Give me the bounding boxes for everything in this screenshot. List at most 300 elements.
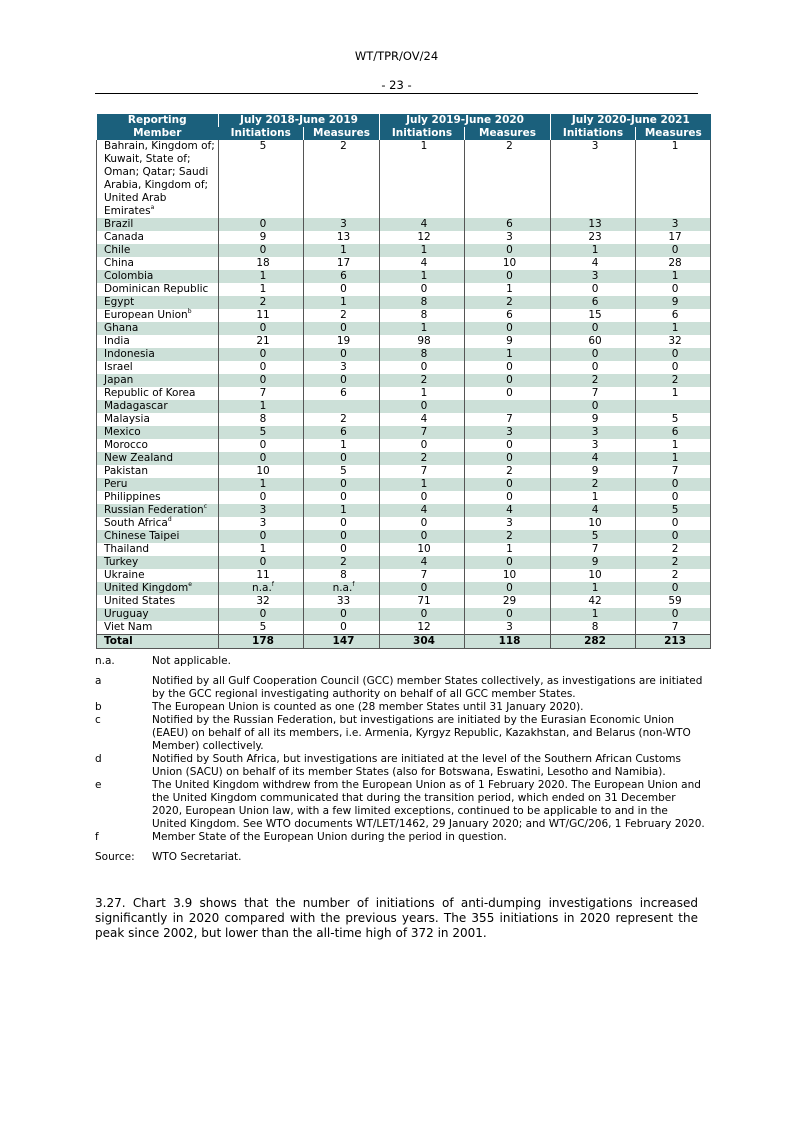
value-cell: 1 — [304, 296, 380, 309]
value-cell: 10 — [380, 543, 465, 556]
value-cell: 3 — [219, 517, 304, 530]
value-cell: 1 — [304, 244, 380, 257]
header-measures: Measures — [304, 127, 380, 140]
value-cell: 4 — [551, 257, 636, 270]
table-row — [97, 218, 711, 231]
table-row — [97, 595, 711, 608]
value-cell: n.a.$^f$ — [304, 582, 380, 595]
value-cell: 1 — [380, 478, 465, 491]
value-cell: 4 — [465, 504, 551, 517]
note-item — [95, 753, 705, 779]
value-cell: 2 — [465, 296, 551, 309]
value-cell: 5 — [219, 426, 304, 439]
header-initiations: Initiations — [551, 127, 636, 140]
value-cell: 0 — [465, 491, 551, 504]
table-row — [97, 621, 711, 635]
table-row — [97, 244, 711, 257]
header-period-2: July 2019-June 2020 — [380, 114, 551, 127]
note-text: The United Kingdom withdrew from the European Union as of 1 February 2020. The European Union and the United Kingdom communicated that during the transition period, which ended on 31 December 2020, European Union law, with a few limited exceptions, continued to be applicable to and in the United Kingdom. See WTO documents WT/LET/1462, 29 January 2020; and WT/GC/206, 1 February 2020. — [152, 779, 705, 830]
table-row — [97, 413, 711, 426]
value-cell — [636, 400, 711, 413]
value-cell: 6 — [636, 309, 711, 322]
value-cell: 4 — [551, 452, 636, 465]
member-name: India — [97, 335, 219, 348]
table-row — [97, 439, 711, 452]
value-cell: 3 — [636, 218, 711, 231]
value-cell: 7 — [551, 387, 636, 400]
value-cell: 6 — [304, 426, 380, 439]
value-cell: 4 — [380, 413, 465, 426]
member-name: Madagascar — [97, 400, 219, 413]
value-cell: 0 — [551, 283, 636, 296]
header-measures: Measures — [465, 127, 551, 140]
value-cell: 0 — [219, 361, 304, 374]
table-row — [97, 374, 711, 387]
value-cell: 2 — [551, 478, 636, 491]
value-cell: 1 — [380, 244, 465, 257]
member-name: Viet Nam — [97, 621, 219, 635]
table-row — [97, 517, 711, 530]
value-cell — [304, 400, 380, 413]
value-cell: 0 — [465, 608, 551, 621]
value-cell: 8 — [219, 413, 304, 426]
value-cell: 1 — [380, 322, 465, 335]
total-value: 213 — [636, 635, 711, 649]
value-cell: 0 — [219, 348, 304, 361]
value-cell: 0 — [465, 270, 551, 283]
value-cell: 2 — [636, 543, 711, 556]
table-row — [97, 257, 711, 270]
table-row — [97, 348, 711, 361]
value-cell: 1 — [551, 582, 636, 595]
value-cell: 6 — [551, 296, 636, 309]
value-cell: 0 — [219, 244, 304, 257]
member-name: Peru — [97, 478, 219, 491]
value-cell: 0 — [380, 517, 465, 530]
member-name: Mexico — [97, 426, 219, 439]
value-cell: 0 — [304, 608, 380, 621]
value-cell: 0 — [465, 361, 551, 374]
member-name: Dominican Republic — [97, 283, 219, 296]
table-row — [97, 543, 711, 556]
value-cell: 0 — [465, 374, 551, 387]
value-cell: 0 — [636, 283, 711, 296]
total-value: 118 — [465, 635, 551, 649]
value-cell: 0 — [465, 478, 551, 491]
footnote-marker: b — [187, 308, 192, 315]
value-cell: 0 — [636, 244, 711, 257]
value-cell: 10 — [219, 465, 304, 478]
value-cell: 1 — [465, 543, 551, 556]
total-value: 178 — [219, 635, 304, 649]
value-cell: 4 — [380, 504, 465, 517]
note-item — [95, 851, 705, 864]
table-row — [97, 309, 711, 322]
value-cell: 6 — [304, 270, 380, 283]
note-key: f — [95, 831, 99, 843]
value-cell: 0 — [380, 530, 465, 543]
page-number: - 23 - — [381, 78, 412, 92]
value-cell: 10 — [465, 569, 551, 582]
table-notes — [95, 655, 705, 864]
value-cell: 3 — [551, 140, 636, 218]
value-cell: 7 — [380, 426, 465, 439]
member-name: Egypt — [97, 296, 219, 309]
value-cell: 1 — [636, 387, 711, 400]
value-cell: 3 — [304, 361, 380, 374]
value-cell — [465, 400, 551, 413]
table-row — [97, 387, 711, 400]
member-name: United Kingdom$^e$ — [97, 582, 219, 595]
member-name: New Zealand — [97, 452, 219, 465]
member-name: United States — [97, 595, 219, 608]
value-cell: 0 — [465, 452, 551, 465]
table-row — [97, 322, 711, 335]
value-cell: 8 — [304, 569, 380, 582]
value-cell: 1 — [636, 322, 711, 335]
value-cell: 7 — [465, 413, 551, 426]
table-row — [97, 270, 711, 283]
value-cell: 1 — [219, 283, 304, 296]
footnote-marker: f — [352, 581, 355, 588]
member-name: Pakistan — [97, 465, 219, 478]
value-cell: 0 — [304, 322, 380, 335]
table-body — [97, 140, 711, 649]
member-name: Ukraine — [97, 569, 219, 582]
value-cell: 0 — [551, 361, 636, 374]
value-cell: 4 — [380, 556, 465, 569]
value-cell: 0 — [465, 582, 551, 595]
member-name: Russian Federation$^c$ — [97, 504, 219, 517]
footnote-marker: d — [167, 516, 172, 523]
table-row — [97, 491, 711, 504]
value-cell: 6 — [465, 218, 551, 231]
value-cell: 0 — [636, 517, 711, 530]
value-cell: 0 — [304, 621, 380, 635]
value-cell: 3 — [304, 218, 380, 231]
value-cell: n.a.$^f$ — [219, 582, 304, 595]
value-cell: 11 — [219, 569, 304, 582]
total-row — [97, 635, 711, 649]
value-cell: 2 — [380, 374, 465, 387]
header-initiations: Initiations — [380, 127, 465, 140]
note-item — [95, 831, 705, 844]
value-cell: 1 — [636, 452, 711, 465]
value-cell: 2 — [465, 140, 551, 218]
member-name: Republic of Korea — [97, 387, 219, 400]
value-cell: 5 — [219, 621, 304, 635]
value-cell: 1 — [551, 608, 636, 621]
table-row — [97, 478, 711, 491]
member-name: South Africa$^d$ — [97, 517, 219, 530]
value-cell: 0 — [465, 322, 551, 335]
member-name: European Union$^b$ — [97, 309, 219, 322]
value-cell: 3 — [465, 231, 551, 244]
member-name: Chile — [97, 244, 219, 257]
value-cell: 2 — [380, 452, 465, 465]
value-cell: 0 — [304, 452, 380, 465]
value-cell: 8 — [551, 621, 636, 635]
member-name: Indonesia — [97, 348, 219, 361]
value-cell: 3 — [465, 621, 551, 635]
value-cell: 5 — [551, 530, 636, 543]
table-row — [97, 400, 711, 413]
value-cell: 5 — [636, 413, 711, 426]
value-cell: 28 — [636, 257, 711, 270]
member-name: Japan — [97, 374, 219, 387]
value-cell: 1 — [551, 244, 636, 257]
value-cell: 9 — [465, 335, 551, 348]
member-name: China — [97, 257, 219, 270]
value-cell: 13 — [304, 231, 380, 244]
value-cell: 12 — [380, 231, 465, 244]
value-cell: 0 — [304, 348, 380, 361]
value-cell: 1 — [304, 504, 380, 517]
value-cell: 0 — [219, 452, 304, 465]
table-row — [97, 283, 711, 296]
value-cell: 0 — [380, 491, 465, 504]
value-cell: 0 — [380, 283, 465, 296]
footnote-marker: a — [150, 204, 155, 211]
value-cell: 59 — [636, 595, 711, 608]
table-row — [97, 504, 711, 517]
value-cell: 0 — [636, 530, 711, 543]
value-cell: 9 — [219, 231, 304, 244]
member-name: Turkey — [97, 556, 219, 569]
value-cell: 1 — [636, 439, 711, 452]
table-row — [97, 530, 711, 543]
header-member: Reporting Member — [97, 114, 219, 140]
table-row — [97, 426, 711, 439]
value-cell: 5 — [219, 140, 304, 218]
member-name: Ghana — [97, 322, 219, 335]
table-row — [97, 335, 711, 348]
value-cell: 10 — [551, 569, 636, 582]
value-cell: 0 — [465, 387, 551, 400]
table-row — [97, 608, 711, 621]
note-item — [95, 675, 705, 701]
value-cell: 1 — [219, 543, 304, 556]
member-name: Thailand — [97, 543, 219, 556]
note-item — [95, 714, 705, 753]
value-cell: 3 — [219, 504, 304, 517]
value-cell: 32 — [636, 335, 711, 348]
value-cell: 7 — [380, 465, 465, 478]
value-cell: 7 — [219, 387, 304, 400]
value-cell: 6 — [304, 387, 380, 400]
note-text: Notified by South Africa, but investigations are initiated at the level of the Southern African Customs Union (SACU) on behalf of its member States (also for Botswana, Eswatini, Lesotho and Namibia). — [152, 753, 682, 778]
value-cell: 5 — [304, 465, 380, 478]
value-cell: 0 — [304, 530, 380, 543]
value-cell: 11 — [219, 309, 304, 322]
note-text: WTO Secretariat. — [152, 851, 242, 863]
value-cell: 1 — [219, 270, 304, 283]
value-cell: 1 — [380, 270, 465, 283]
table-row — [97, 452, 711, 465]
note-text: Notified by the Russian Federation, but investigations are initiated by the Eurasian Economic Union (EAEU) on behalf of all its members, i.e. Armenia, Kyrgyz Republic, Kazakhstan, and Belarus (non-WTO Member) collectively. — [152, 714, 691, 752]
value-cell: 1 — [551, 491, 636, 504]
note-text: The European Union is counted as one (28 member States until 31 January 2020). — [152, 701, 584, 713]
table-row — [97, 465, 711, 478]
value-cell: 7 — [380, 569, 465, 582]
value-cell: 0 — [304, 543, 380, 556]
header-measures: Measures — [636, 127, 711, 140]
value-cell: 3 — [465, 517, 551, 530]
value-cell: 0 — [219, 374, 304, 387]
member-name: Uruguay — [97, 608, 219, 621]
note-item — [95, 701, 705, 714]
member-name: Chinese Taipei — [97, 530, 219, 543]
note-item — [95, 655, 705, 668]
value-cell: 8 — [380, 309, 465, 322]
value-cell: 10 — [551, 517, 636, 530]
value-cell: 2 — [465, 465, 551, 478]
value-cell: 0 — [380, 582, 465, 595]
value-cell: 3 — [551, 426, 636, 439]
table-row — [97, 140, 711, 218]
value-cell: 0 — [380, 439, 465, 452]
value-cell: 4 — [551, 504, 636, 517]
value-cell: 4 — [380, 218, 465, 231]
value-cell: 12 — [380, 621, 465, 635]
value-cell: 1 — [465, 348, 551, 361]
value-cell: 1 — [465, 283, 551, 296]
total-value: 282 — [551, 635, 636, 649]
value-cell: 42 — [551, 595, 636, 608]
member-name: Morocco — [97, 439, 219, 452]
value-cell: 0 — [304, 374, 380, 387]
value-cell: 0 — [636, 608, 711, 621]
header-rule — [95, 93, 698, 94]
total-value: 147 — [304, 635, 380, 649]
value-cell: 2 — [636, 556, 711, 569]
note-key: a — [95, 675, 102, 687]
note-key: n.a. — [95, 655, 115, 667]
document-symbol: WT/TPR/OV/24 — [354, 49, 439, 63]
value-cell: 0 — [465, 244, 551, 257]
value-cell: 0 — [551, 322, 636, 335]
member-name: Brazil — [97, 218, 219, 231]
paragraph-3-27: 3.27. Chart 3.9 shows that the number of initiations of anti-dumping investigations increased significantly in 2020 compared with the previous years. The 355 initiations in 2020 represent the peak since 2002, but lower than the all-time high of 372 in 2001. — [95, 896, 698, 940]
member-name: Philippines — [97, 491, 219, 504]
value-cell: 0 — [636, 582, 711, 595]
value-cell: 2 — [465, 530, 551, 543]
value-cell: 0 — [636, 478, 711, 491]
member-name: Colombia — [97, 270, 219, 283]
value-cell: 0 — [219, 322, 304, 335]
value-cell: 2 — [636, 569, 711, 582]
value-cell: 0 — [219, 491, 304, 504]
value-cell: 0 — [304, 283, 380, 296]
note-key: d — [95, 753, 102, 765]
note-key: Source: — [95, 851, 135, 863]
header-initiations: Initiations — [219, 127, 304, 140]
value-cell: 15 — [551, 309, 636, 322]
value-cell: 7 — [636, 621, 711, 635]
value-cell: 0 — [219, 608, 304, 621]
value-cell: 1 — [380, 140, 465, 218]
value-cell: 10 — [465, 257, 551, 270]
value-cell: 3 — [465, 426, 551, 439]
value-cell: 1 — [636, 270, 711, 283]
value-cell: 5 — [636, 504, 711, 517]
value-cell: 0 — [304, 478, 380, 491]
value-cell: 0 — [219, 556, 304, 569]
value-cell: 9 — [636, 296, 711, 309]
member-name: Bahrain, Kingdom of; Kuwait, State of; Oman; Qatar; Saudi Arabia, Kingdom of; United Arab Emirates$^a$ — [97, 140, 219, 218]
value-cell: 60 — [551, 335, 636, 348]
total-label: Total — [97, 635, 219, 649]
value-cell: 1 — [636, 140, 711, 218]
value-cell: 9 — [551, 465, 636, 478]
value-cell: 0 — [380, 608, 465, 621]
value-cell: 32 — [219, 595, 304, 608]
member-name: Canada — [97, 231, 219, 244]
value-cell: 0 — [219, 218, 304, 231]
total-value: 304 — [380, 635, 465, 649]
value-cell: 3 — [551, 270, 636, 283]
value-cell: 0 — [465, 439, 551, 452]
value-cell: 0 — [636, 361, 711, 374]
value-cell: 0 — [636, 491, 711, 504]
value-cell: 17 — [636, 231, 711, 244]
member-name: Israel — [97, 361, 219, 374]
value-cell: 2 — [304, 140, 380, 218]
value-cell: 0 — [551, 400, 636, 413]
table-row — [97, 582, 711, 595]
value-cell: 1 — [219, 478, 304, 491]
table-row — [97, 361, 711, 374]
value-cell: 0 — [380, 400, 465, 413]
anti-dumping-table — [96, 114, 711, 649]
value-cell: 4 — [380, 257, 465, 270]
value-cell: 0 — [465, 556, 551, 569]
value-cell: 0 — [380, 361, 465, 374]
note-key: c — [95, 714, 101, 726]
value-cell: 0 — [636, 348, 711, 361]
value-cell: 13 — [551, 218, 636, 231]
value-cell: 2 — [304, 413, 380, 426]
value-cell: 2 — [551, 374, 636, 387]
note-text: Not applicable. — [152, 655, 231, 667]
value-cell: 0 — [304, 517, 380, 530]
footnote-marker: f — [271, 581, 274, 588]
value-cell: 0 — [551, 348, 636, 361]
note-key: e — [95, 779, 102, 791]
value-cell: 9 — [551, 556, 636, 569]
value-cell: 8 — [380, 296, 465, 309]
value-cell: 3 — [551, 439, 636, 452]
value-cell: 2 — [304, 556, 380, 569]
note-key: b — [95, 701, 102, 713]
header-period-3: July 2020-June 2021 — [551, 114, 711, 127]
member-name: Malaysia — [97, 413, 219, 426]
value-cell: 0 — [219, 530, 304, 543]
note-text: Member State of the European Union during the period in question. — [152, 831, 507, 843]
value-cell: 0 — [219, 439, 304, 452]
value-cell: 2 — [636, 374, 711, 387]
value-cell: 17 — [304, 257, 380, 270]
value-cell: 0 — [304, 491, 380, 504]
value-cell: 2 — [304, 309, 380, 322]
value-cell: 1 — [380, 387, 465, 400]
note-text: Notified by all Gulf Cooperation Council (GCC) member States collectively, as investigations are initiated by the GCC regional investigating authority on behalf of all GCC member States. — [152, 675, 703, 700]
value-cell: 1 — [219, 400, 304, 413]
value-cell: 29 — [465, 595, 551, 608]
value-cell: 7 — [636, 465, 711, 478]
value-cell: 18 — [219, 257, 304, 270]
value-cell: 19 — [304, 335, 380, 348]
